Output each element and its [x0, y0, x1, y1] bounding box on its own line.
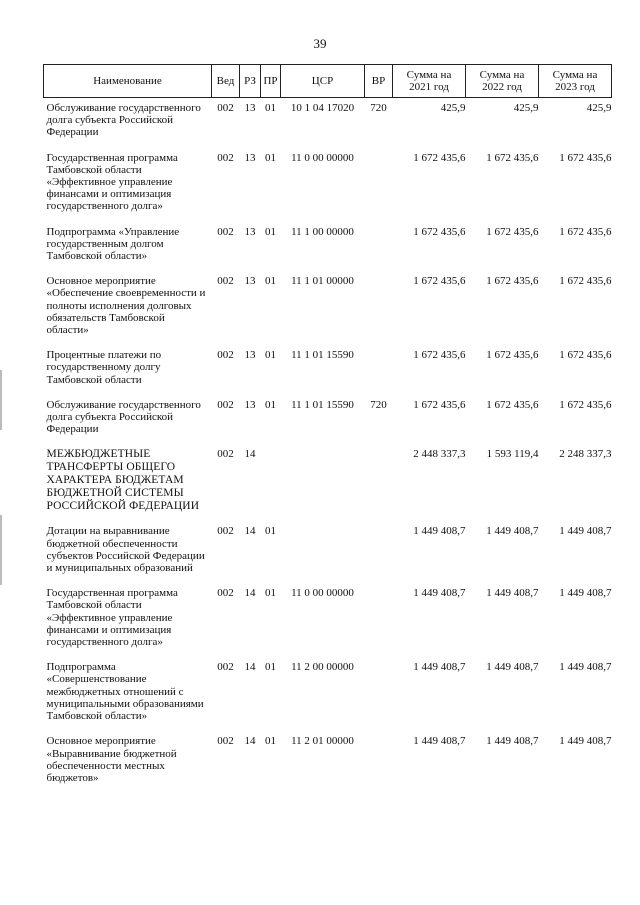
cell-csr: 11 1 01 15590: [291, 398, 354, 411]
cell-sum2021: 1 672 435,6: [413, 275, 466, 288]
cell-sum2022: 1 593 119,4: [486, 448, 539, 461]
cell-sum2021: 1 672 435,6: [413, 398, 466, 411]
header-rz: РЗ: [240, 65, 261, 98]
cell-sum2022: 1 449 408,7: [486, 735, 539, 748]
header-vr: ВР: [365, 65, 393, 98]
cell-csr: 11 0 00 00000: [291, 151, 354, 164]
cell-ved: 002: [217, 349, 234, 362]
cell-vr: [365, 345, 393, 395]
table-row: [44, 583, 612, 657]
cell-sum2023: 1 672 435,6: [559, 275, 612, 288]
table-row: [44, 98, 612, 148]
cell-sum2021: 1 672 435,6: [413, 151, 466, 164]
cell-sum2021: 1 449 408,7: [413, 525, 466, 538]
cell-sum2021: 1 449 408,7: [413, 587, 466, 600]
cell-pr: 01: [265, 349, 276, 362]
cell-csr: [281, 521, 365, 583]
cell-pr: 01: [265, 661, 276, 674]
cell-ved: 002: [217, 225, 234, 238]
cell-rz: 13: [244, 225, 256, 238]
cell-vr: [365, 583, 393, 657]
table-row: [44, 395, 612, 445]
cell-rz: 13: [244, 398, 256, 411]
cell-ved: 002: [217, 661, 234, 674]
cell-rz: 14: [244, 587, 256, 600]
table-row: [44, 345, 612, 395]
table-row: [44, 657, 612, 731]
header-name: Наименование: [44, 65, 212, 98]
cell-sum2021: 1 449 408,7: [413, 735, 466, 748]
cell-rz: 13: [244, 102, 256, 114]
cell-name: Основное мероприятие «Обеспечение своевременности и полноты исполнения долговых обязательств Тамбовской области»: [46, 275, 206, 337]
cell-ved: 002: [217, 525, 234, 538]
cell-sum2022: 1 449 408,7: [486, 661, 539, 674]
cell-ved: 002: [217, 275, 234, 288]
cell-sum2022: 1 449 408,7: [486, 525, 539, 538]
cell-vr: [365, 148, 393, 222]
cell-sum2023: 1 672 435,6: [559, 349, 612, 362]
cell-ved: 002: [217, 151, 234, 164]
cell-rz: 14: [244, 661, 256, 674]
cell-csr: 11 1 01 00000: [291, 275, 354, 288]
scan-edge-mark: [0, 515, 2, 585]
cell-sum2023: 425,9: [586, 102, 612, 114]
cell-pr: 01: [265, 398, 276, 411]
cell-sum2022: 425,9: [513, 102, 539, 114]
cell-name: МЕЖБЮДЖЕТНЫЕ ТРАНСФЕРТЫ ОБЩЕГО ХАРАКТЕРА БЮДЖЕТАМ БЮДЖЕТНОЙ СИСТЕМЫ РОССИЙСКОЙ ФЕДЕРАЦИИ: [46, 448, 200, 512]
cell-name: Государственная программа Тамбовской области «Эффективное управление финансами и оптимизация государственного долга»: [46, 587, 178, 649]
cell-ved: 002: [217, 587, 234, 600]
table-row: [44, 271, 612, 345]
header-sum-2021: Сумма на 2021 год: [393, 65, 466, 98]
header-sum-2022: Сумма на 2022 год: [466, 65, 539, 98]
table-row: [44, 731, 612, 793]
cell-csr: 11 1 00 00000: [291, 225, 354, 238]
cell-name: Основное мероприятие «Выравнивание бюджетной обеспеченности местных бюджетов»: [46, 735, 177, 784]
cell-ved: 002: [217, 398, 234, 411]
cell-pr: 01: [265, 525, 276, 538]
cell-vr: 720: [370, 102, 387, 114]
cell-csr: 10 1 04 17020: [290, 102, 355, 114]
cell-name: Обслуживание государственного долга субъекта Российской Федерации: [46, 102, 201, 139]
cell-name: Подпрограмма «Управление государственным долгом Тамбовской области»: [46, 225, 180, 263]
cell-csr: 11 2 01 00000: [291, 735, 354, 748]
cell-vr: [365, 731, 393, 793]
cell-sum2021: 1 672 435,6: [413, 225, 466, 238]
header-sum-2023: Сумма на 2023 год: [539, 65, 612, 98]
cell-name: Подпрограмма «Совершенствование межбюджетных отношений с муниципальными образованиями Тамбовской области»: [46, 661, 204, 723]
table-body: [44, 98, 612, 794]
cell-sum2021: 1 449 408,7: [413, 661, 466, 674]
table-row: [44, 444, 612, 521]
cell-vr: [365, 222, 393, 272]
header-csr: ЦСР: [281, 65, 365, 98]
scan-edge-mark: [0, 370, 2, 430]
cell-sum2021: 2 448 337,3: [413, 448, 466, 461]
cell-vr: [365, 657, 393, 731]
cell-pr: 01: [265, 102, 276, 114]
cell-rz: 13: [244, 275, 256, 288]
cell-rz: 13: [244, 349, 256, 362]
cell-sum2021: 425,9: [440, 102, 466, 114]
cell-sum2023: 1 449 408,7: [559, 587, 612, 600]
cell-csr: 11 1 01 15590: [291, 349, 354, 362]
cell-csr: [281, 444, 365, 521]
cell-vr: [365, 521, 393, 583]
cell-sum2022: 1 672 435,6: [486, 275, 539, 288]
cell-vr: [365, 271, 393, 345]
cell-ved: 002: [217, 102, 234, 114]
table-row: [44, 521, 612, 583]
cell-pr: [261, 444, 281, 521]
cell-rz: 14: [244, 735, 256, 748]
cell-pr: 01: [265, 225, 276, 238]
cell-sum2022: 1 672 435,6: [486, 151, 539, 164]
cell-rz: 14: [244, 448, 256, 461]
page-number: 39: [313, 36, 327, 51]
cell-sum2023: 1 672 435,6: [559, 151, 612, 164]
cell-name: Государственная программа Тамбовской области «Эффективное управление финансами и оптимизация государственного долга»: [46, 151, 178, 213]
cell-sum2023: 2 248 337,3: [559, 448, 612, 461]
cell-csr: 11 2 00 00000: [291, 661, 354, 674]
cell-sum2023: 1 449 408,7: [559, 525, 612, 538]
table-header-row: [44, 65, 612, 98]
cell-sum2021: 1 672 435,6: [413, 349, 466, 362]
header-ved: Вед: [212, 65, 240, 98]
cell-name: Процентные платежи по государственному долгу Тамбовской области: [46, 349, 162, 386]
cell-vr: [365, 444, 393, 521]
cell-sum2023: 1 449 408,7: [559, 735, 612, 748]
cell-sum2022: 1 672 435,6: [486, 349, 539, 362]
cell-pr: 01: [265, 151, 276, 164]
cell-sum2022: 1 672 435,6: [486, 398, 539, 411]
table-row: [44, 222, 612, 272]
cell-ved: 002: [217, 448, 234, 461]
header-pr: ПР: [261, 65, 281, 98]
cell-sum2023: 1 449 408,7: [559, 661, 612, 674]
cell-name: Дотации на выравнивание бюджетной обеспеченности субъектов Российской Федерации и муниципальных образований: [46, 525, 205, 575]
cell-sum2022: 1 672 435,6: [486, 225, 539, 238]
cell-sum2023: 1 672 435,6: [559, 398, 612, 411]
table-row: [44, 148, 612, 222]
cell-pr: 01: [265, 275, 276, 288]
cell-name: Обслуживание государственного долга субъекта Российской Федерации: [46, 398, 201, 436]
cell-ved: 002: [217, 735, 234, 748]
cell-sum2023: 1 672 435,6: [559, 225, 612, 238]
cell-rz: 13: [244, 151, 256, 164]
cell-rz: 14: [244, 525, 256, 538]
cell-csr: 11 0 00 00000: [291, 587, 354, 600]
cell-vr: 720: [370, 398, 387, 411]
cell-sum2022: 1 449 408,7: [486, 587, 539, 600]
cell-pr: 01: [265, 735, 276, 748]
budget-table: [43, 64, 612, 793]
cell-pr: 01: [265, 587, 276, 600]
